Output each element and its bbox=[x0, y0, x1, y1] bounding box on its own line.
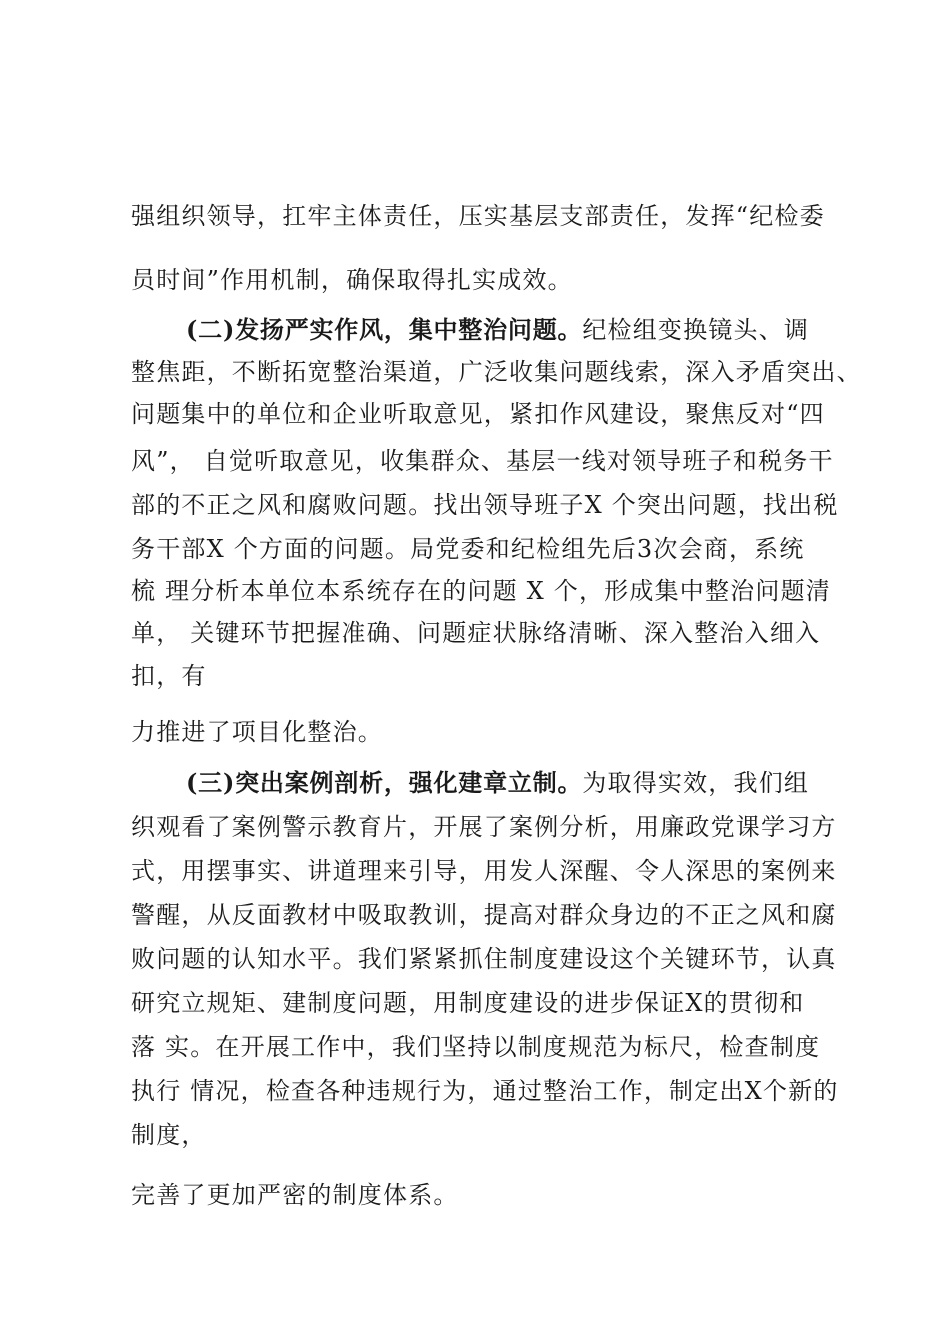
text-line: 织观看了案例警示教育片，开展了案例分析，用廉政党课学习方 bbox=[131, 813, 837, 841]
text-line: 务干部X 个方面的问题。局党委和纪检组先后3次会商，系统 bbox=[131, 535, 805, 563]
section-2-heading: (二)发扬严实作风，集中整治问题。 bbox=[186, 315, 583, 344]
text-span: 为取得实效，我们组 bbox=[582, 769, 810, 797]
text-line: 问题集中的单位和企业听取意见，紧扣作风建设，聚焦反对“四 bbox=[131, 400, 825, 428]
text-line: 力推进了项目化整治。 bbox=[131, 718, 383, 746]
text-line: 执行 情况，检查各种违规行为，通过整治工作，制定出X个新的 bbox=[131, 1077, 839, 1105]
text-line: 扣，有 bbox=[131, 662, 207, 690]
text-line: 风”， 自觉听取意见，收集群众、基层一线对领导班子和税务干 bbox=[131, 447, 834, 475]
text-line: 部的不正之风和腐败问题。找出领导班子X 个突出问题，找出税 bbox=[131, 491, 839, 519]
section-2-first-line bbox=[186, 316, 809, 344]
text-line: 败问题的认知水平。我们紧紧抓住制度建设这个关键环节，认真 bbox=[131, 945, 837, 973]
text-span: 纪检组变换镜头、调 bbox=[582, 316, 810, 344]
text-line: 落 实。在开展工作中，我们坚持以制度规范为标尺，检查制度 bbox=[131, 1033, 821, 1061]
text-line: 完善了更加严密的制度体系。 bbox=[131, 1181, 459, 1209]
text-line: 强组织领导，扛牢主体责任，压实基层支部责任，发挥“纪检委 bbox=[131, 202, 825, 230]
text-line: 研究立规矩、建制度问题，用制度建设的进步保证X的贯彻和 bbox=[131, 989, 805, 1017]
text-line: 制度， bbox=[131, 1121, 207, 1149]
section-3-heading: (三)突出案例剖析，强化建章立制。 bbox=[186, 768, 583, 797]
text-line: 整焦距，不断拓宽整治渠道，广泛收集问题线索，深入矛盾突出、 bbox=[131, 358, 862, 386]
text-line: 单， 关键环节把握准确、问题症状脉络清晰、深入整治入细入 bbox=[131, 619, 821, 647]
section-3-first-line bbox=[186, 769, 809, 797]
text-line: 梳 理分析本单位本系统存在的问题 X 个，形成集中整治问题清 bbox=[131, 577, 831, 605]
text-line: 警醒，从反面教材中吸取教训，提高对群众身边的不正之风和腐 bbox=[131, 901, 837, 929]
text-line: 员时间”作用机制，确保取得扎实成效。 bbox=[131, 266, 573, 294]
text-line: 式，用摆事实、讲道理来引导，用发人深醒、令人深思的案例来 bbox=[131, 857, 837, 885]
